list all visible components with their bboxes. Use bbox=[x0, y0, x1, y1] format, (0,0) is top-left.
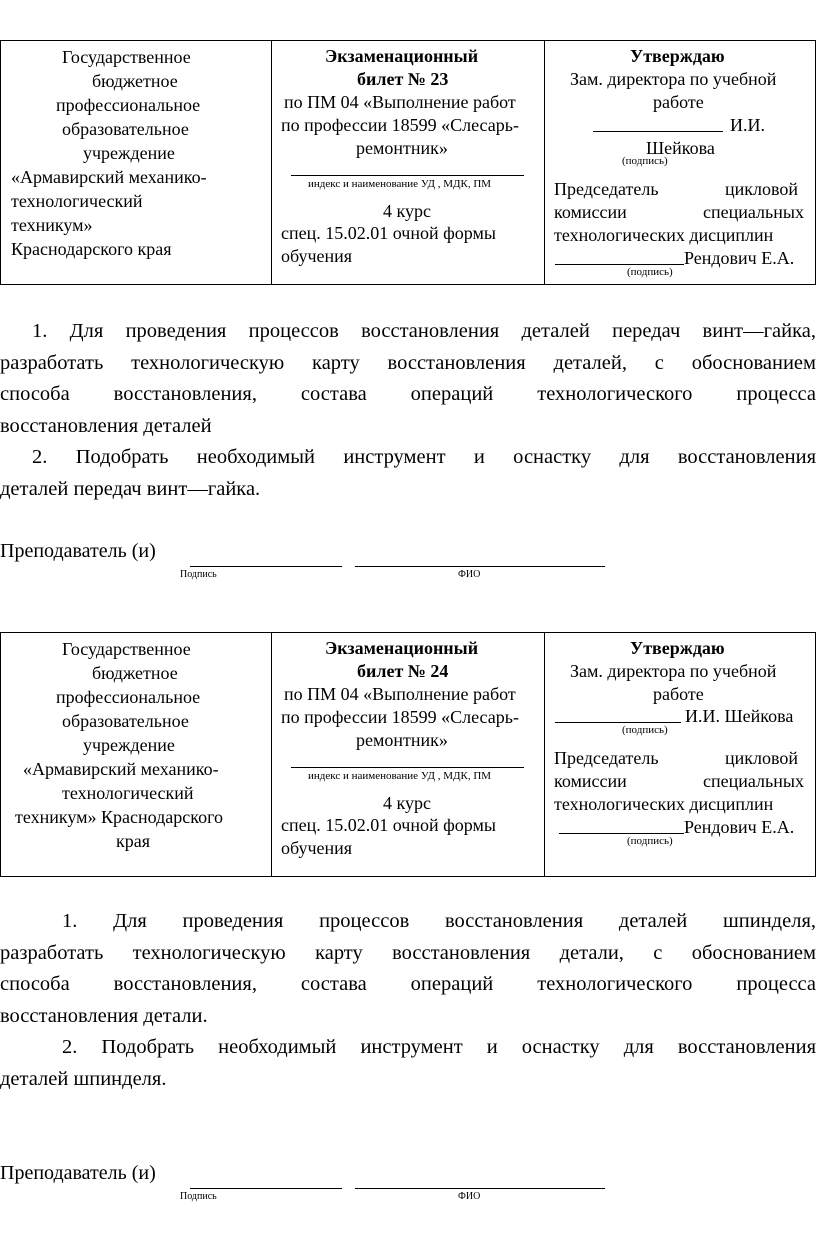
task-line: 1. Для проведения процессов восстановления деталей шпинделя, bbox=[62, 910, 816, 932]
institution-line: технологический bbox=[62, 783, 194, 803]
institution-line: техникум» bbox=[11, 215, 93, 235]
institution-line: Государственное bbox=[62, 639, 191, 659]
institution-line: образовательное bbox=[62, 119, 189, 139]
institution-line: «Армавирский механико- bbox=[23, 759, 219, 779]
ticket-number: билет № 24 bbox=[357, 661, 449, 681]
teacher-label: Преподаватель (и) bbox=[0, 540, 156, 562]
deputy-title: работе bbox=[653, 684, 704, 704]
institution-cell bbox=[0, 41, 271, 284]
deputy-title: Зам. директора по учебной bbox=[570, 661, 777, 681]
task-line: восстановления детали. bbox=[0, 1004, 208, 1027]
deputy-title: Зам. директора по учебной bbox=[570, 69, 777, 89]
subject-line: ремонтник» bbox=[356, 138, 448, 158]
institution-cell bbox=[0, 633, 271, 876]
chair-signature-line bbox=[559, 833, 684, 834]
subject-line: ремонтник» bbox=[356, 730, 448, 750]
task-line: 1. Для проведения процессов восстановления деталей передач винт—гайка, bbox=[32, 320, 816, 342]
course: 4 курс bbox=[383, 793, 431, 813]
chair-label: цикловой bbox=[725, 179, 799, 199]
signature-caption: (подпись) bbox=[622, 724, 668, 736]
index-underline bbox=[291, 767, 524, 768]
tech-label: технологических дисциплин bbox=[554, 794, 774, 814]
institution-line: профессиональное bbox=[56, 687, 201, 707]
institution-line: края bbox=[116, 831, 151, 851]
ticket-23-header-table bbox=[0, 40, 816, 285]
subject-line: по профессии 18599 «Слесарь- bbox=[281, 707, 519, 727]
teacher-name-line bbox=[355, 1188, 605, 1189]
commission-label: специальных bbox=[703, 771, 804, 791]
tech-label: технологических дисциплин bbox=[554, 225, 774, 245]
approve-heading: Утверждаю bbox=[630, 638, 725, 658]
chair-signature-line bbox=[555, 264, 684, 265]
deputy-signature-line bbox=[555, 722, 681, 723]
signature-caption: (подпись) bbox=[627, 266, 673, 278]
institution-line: бюджетное bbox=[92, 663, 178, 683]
approve-heading: Утверждаю bbox=[630, 46, 725, 66]
deputy-name: И.И. Шейкова bbox=[685, 706, 794, 726]
speciality: спец. 15.02.01 очной формы bbox=[281, 223, 496, 243]
teacher-signature-line bbox=[190, 566, 342, 567]
teacher-name-line bbox=[355, 566, 605, 567]
task-line: деталей передач винт—гайка. bbox=[0, 477, 261, 500]
subject-line: по ПМ 04 «Выполнение работ bbox=[284, 92, 516, 112]
commission-label: специальных bbox=[703, 202, 804, 222]
speciality: спец. 15.02.01 очной формы bbox=[281, 815, 496, 835]
deputy-name: И.И. bbox=[730, 115, 765, 135]
index-caption: индекс и наименование УД , МДК, ПМ bbox=[308, 178, 492, 190]
approval-cell bbox=[544, 633, 816, 876]
ticket-info-cell bbox=[271, 633, 544, 876]
fio-caption: ФИО bbox=[458, 569, 481, 580]
approval-cell bbox=[544, 41, 816, 284]
institution-line: Государственное bbox=[62, 47, 191, 67]
chair-name: Рендович Е.А. bbox=[684, 248, 795, 268]
ticket-title: Экзаменационный bbox=[325, 46, 479, 66]
task-line: деталей шпинделя. bbox=[0, 1067, 167, 1090]
task-line: способа восстановления, состава операций технологического процесса bbox=[0, 383, 816, 405]
ticket-info-cell bbox=[271, 41, 544, 284]
institution-line: учреждение bbox=[83, 735, 175, 755]
subject-line: по профессии 18599 «Слесарь- bbox=[281, 115, 519, 135]
task-line: восстановления деталей bbox=[0, 414, 212, 437]
ticket-title: Экзаменационный bbox=[325, 638, 479, 658]
subject-line: по ПМ 04 «Выполнение работ bbox=[284, 684, 516, 704]
task-line: разработать технологическую карту восстановления деталей, с обоснованием bbox=[0, 351, 816, 374]
tasks-ticket-23 bbox=[0, 316, 816, 505]
task-line: способа восстановления, состава операций технологического процесса bbox=[0, 973, 816, 995]
task-line: разработать технологическую карту восстановления детали, с обоснованием bbox=[0, 941, 816, 964]
chair-label: цикловой bbox=[725, 748, 799, 768]
study-form: обучения bbox=[281, 246, 353, 266]
task-line: 2. Подобрать необходимый инструмент и оснастку для восстановления bbox=[32, 446, 816, 468]
study-form: обучения bbox=[281, 838, 353, 858]
tasks-ticket-24 bbox=[0, 906, 816, 1095]
index-underline bbox=[291, 175, 524, 176]
fio-caption: ФИО bbox=[458, 1191, 481, 1202]
chair-label: Председатель bbox=[554, 748, 659, 768]
institution-line: Краснодарского края bbox=[11, 239, 172, 259]
commission-label: комиссии bbox=[554, 771, 627, 791]
teacher-signature-line bbox=[190, 1188, 342, 1189]
chair-name: Рендович Е.А. bbox=[684, 817, 795, 837]
signature-caption: Подпись bbox=[180, 569, 217, 580]
institution-line: образовательное bbox=[62, 711, 189, 731]
chair-label: Председатель bbox=[554, 179, 659, 199]
institution-line: «Армавирский механико- bbox=[11, 167, 207, 187]
institution-line: бюджетное bbox=[92, 71, 178, 91]
institution-line: учреждение bbox=[83, 143, 175, 163]
commission-label: комиссии bbox=[554, 202, 627, 222]
institution-line: профессиональное bbox=[56, 95, 201, 115]
institution-line: технологический bbox=[11, 191, 143, 211]
signature-caption: Подпись bbox=[180, 1191, 217, 1202]
signature-caption: (подпись) bbox=[622, 155, 668, 167]
index-caption: индекс и наименование УД , МДК, ПМ bbox=[308, 770, 492, 782]
deputy-title: работе bbox=[653, 92, 704, 112]
course: 4 курс bbox=[383, 201, 431, 221]
ticket-number: билет № 23 bbox=[357, 69, 449, 89]
teacher-label: Преподаватель (и) bbox=[0, 1162, 156, 1184]
deputy-signature-line bbox=[593, 131, 723, 132]
deputy-name: Шейкова bbox=[646, 138, 715, 158]
institution-line: техникум» Краснодарского bbox=[15, 807, 224, 827]
ticket-24-header-table bbox=[0, 632, 816, 877]
task-line: 2. Подобрать необходимый инструмент и оснастку для восстановления bbox=[62, 1036, 816, 1058]
signature-caption: (подпись) bbox=[627, 835, 673, 847]
